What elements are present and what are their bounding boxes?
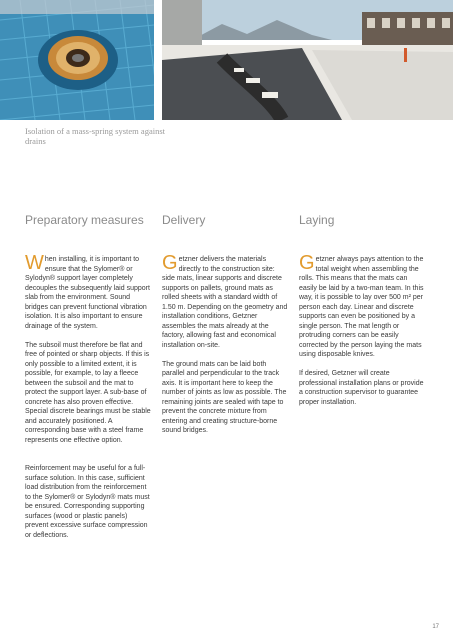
- track-construction-image: [162, 0, 453, 120]
- column-heading-preparatory-measures: Preparatory measures: [25, 213, 144, 227]
- column-laying: [299, 252, 426, 417]
- drop-cap: G: [299, 252, 315, 274]
- column-heading-laying: Laying: [299, 213, 335, 227]
- page-number: 17: [432, 624, 439, 630]
- photo-strip: [0, 0, 453, 120]
- paragraph: [299, 252, 426, 360]
- photo-track-site: [162, 0, 453, 120]
- column-delivery: [162, 252, 289, 445]
- drop-cap: W: [25, 252, 44, 274]
- paragraph-text: etzner delivers the materials directly to the construction site: side mats, linear supports and discrete supports on pallets, ground mats as rolled sheets with a standard width of 1.50 m. Depending on the geometry and installation conditions, Getzner assembles the mats already at the factory, allowing fast and economical installation on-site.: [162, 256, 288, 349]
- drop-cap: G: [162, 252, 178, 274]
- paragraph: The ground mats can be laid both parallel and perpendicular to the track axis. It is important here to keep the number of joints as low as possible. The remaining joints are sealed with tape to prevent the concrete mixture from entering and creating structure-borne sound bridges.: [162, 360, 287, 434]
- photo-mass-spring-drain: [0, 0, 154, 120]
- column-preparatory-measures: [25, 252, 152, 550]
- photo-caption: Isolation of a mass-spring system against drains: [25, 126, 165, 146]
- paragraph: If desired, Getzner will create professional installation plans or provide a construction supervisor to guarantee proper installation.: [299, 370, 424, 406]
- drain-isolation-image: [0, 0, 154, 120]
- paragraph: Reinforcement may be useful for a full-surface solution. In this case, sufficient load distribution from the reinforcement to the Sylomer® or Sylodyn® mats must be ensured. Corresponding supporting surfaces (wood or plastic panels) prevent excessive surface compression or deflections.: [25, 465, 150, 539]
- paragraph: The subsoil must therefore be flat and free of pointed or sharp objects. If this is only possible to a limited extent, it is possible, for example, to lay a fleece between the subsoil and the mat to protect the support layer. A sub-base of concrete has also proven effective. Special discrete bearings must be stable and accurately positioned. A corresponding base with a steel frame represents one effective option.: [25, 341, 151, 444]
- paragraph-text: hen installing, it is important to ensure that the Sylomer® or Sylodyn® support layer completely decouples the subsequently laid support slab from the environment. Sound bridges can prevent functional vibration isolation. It is also important to ensure drainage of the system.: [25, 256, 150, 330]
- paragraph: [162, 252, 289, 350]
- paragraph-text: etzner always pays attention to the total weight when assembling the rolls. This means that the mats can easily be laid by a two-man team. In this way, it is possible to lay over 500 m² per person each day. Linear and discrete supports can even be positioned by a single person. The mat length or protruding corners can be easily corrected by the person laying the mats using disposable knives.: [299, 256, 424, 358]
- paragraph: [25, 252, 152, 331]
- column-heading-delivery: Delivery: [162, 213, 206, 227]
